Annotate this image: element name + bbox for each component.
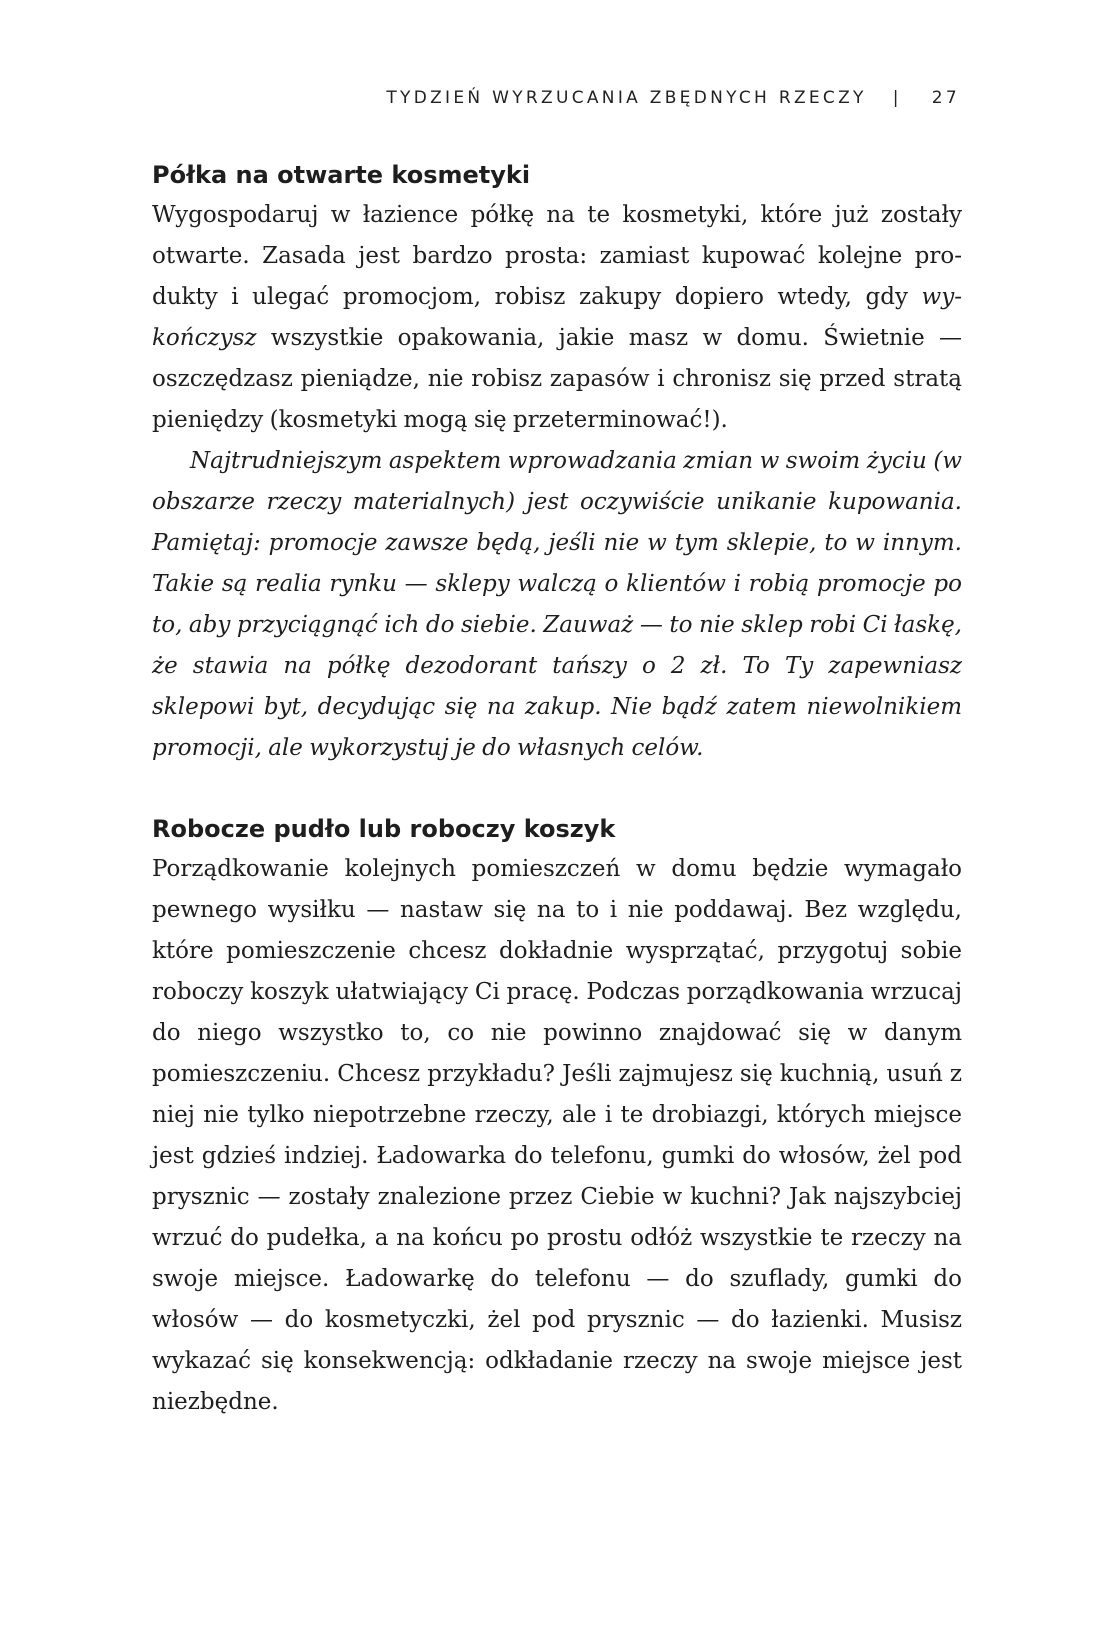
running-header <box>386 88 960 108</box>
emphasis-text: wykończysz <box>152 284 962 351</box>
paragraph-text: Wygospodaruj w łazience półkę na te kosmetyki, które już zostały otwarte. Zasada jest bardzo prosta: zamiast kupować kolejne produkty i ulegać promocjom, robisz zakupy dopiero wtedy, gdy <box>152 202 962 310</box>
paragraph-text: wszystkie opakowania, jakie masz w domu. Świetnie — oszczędzasz pieniądze, nie robisz zapasów i chronisz się przed stratą pieniędzy (kosmetyki mogą się przeterminować!). <box>152 325 962 433</box>
paragraph-shelf-intro <box>152 195 962 441</box>
section-spacer <box>152 769 962 812</box>
section-heading-shelf: Półka na otwarte kosmetyki <box>152 161 531 189</box>
page-number: 27 <box>931 88 960 108</box>
paragraph-shopping-advice: Najtrudniejszym aspektem wprowadzania zmian w swoim życiu (w obszarze rzeczy materialnych) jest oczywiście unikanie kupowania. Pamiętaj: promocje zawsze będą, jeśli nie w tym sklepie, to w innym. Takie są realia rynku — sklepy walczą o klientów i robią promocje po to, aby przyciągnąć ich do siebie. Zauważ — to nie sklep robi Ci łaskę, że stawia na półkę dezodorant tańszy o 2 zł. To Ty zapewniasz sklepowi byt, decydując się na zakup. Nie bądź zatem niewolnikiem promocji, ale wykorzystuj je do własnych celów. <box>152 448 962 761</box>
section-heading-basket: Robocze pudło lub roboczy koszyk <box>152 815 616 843</box>
page-content <box>152 158 962 1423</box>
paragraph-basket: Porządkowanie kolejnych pomieszczeń w domu będzie wymagało pewnego wysiłku — nastaw się na to i nie poddawaj. Bez względu, które pomieszczenie chcesz dokładnie wysprzątać, przygotuj sobie roboczy koszyk ułatwiający Ci pracę. Podczas porządkowania wrzucaj do niego wszystko to, co nie powinno znajdować się w danym pomieszczeniu. Chcesz przykładu? Jeśli zajmujesz się kuchnią, usuń z niej nie tylko niepotrzebne rzeczy, ale i te drobiazgi, których miejsce jest gdzieś indziej. Ładowarka do telefonu, gumki do włosów, żel pod prysznic — zostały znalezione przez Ciebie w kuchni? Jak najszybciej wrzuć do pudełka, a na końcu po prostu odłóż wszystkie te rzeczy na swoje miejsce. Ładowarkę do telefonu — do szuflady, gumki do włosów — do kosmetyczki, żel pod prysznic — do łazienki. Musisz wykazać się konsekwencją: odkładanie rzeczy na swoje miejsce jest niezbędne. <box>152 856 962 1415</box>
running-title: TYDZIEŃ WYRZUCANIA ZBĘDNYCH RZECZY <box>386 88 867 108</box>
header-separator: | <box>892 88 902 108</box>
